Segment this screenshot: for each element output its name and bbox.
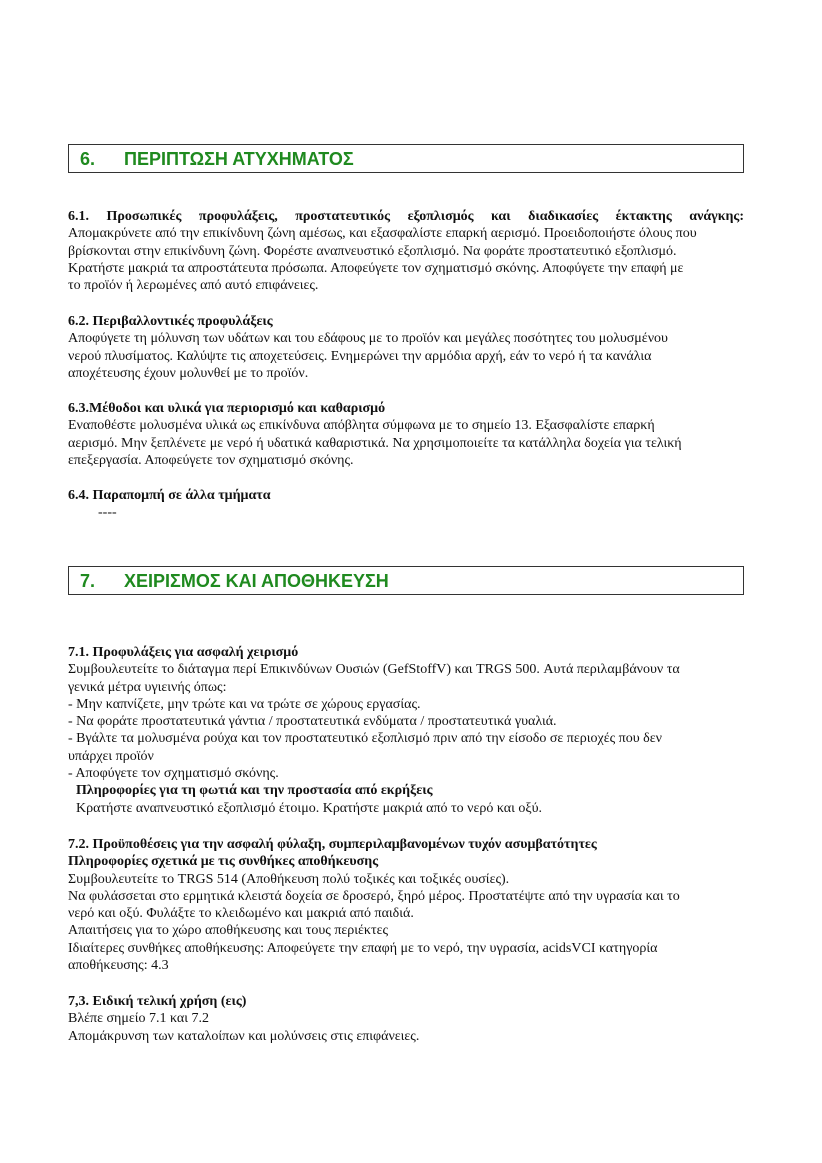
list-item: - Αποφύγετε τον σχηματισμό σκόνης. <box>68 766 279 782</box>
subsection-6-1-heading: 6.1. Προσωπικές προφυλάξεις, προστατευτικός εξοπλισμός και διαδικασίες έκτακτης ανάγκης: <box>68 209 744 224</box>
subsection-6-2-heading: 6.2. Περιβαλλοντικές προφυλάξεις <box>68 314 273 329</box>
paragraph-line: Συμβουλευτείτε το διάταγμα περί Επικινδύνων Ουσιών (GefStoffV) και TRGS 500. Αυτά περιλαμβάνουν τα <box>68 662 680 678</box>
paragraph-line: Κρατήστε αναπνευστικό εξοπλισμό έτοιμο. Κρατήστε μακριά από το νερό και οξύ. <box>76 800 543 816</box>
section-6-number: 6. <box>80 149 96 169</box>
paragraph-line: Βλέπε σημείο 7.1 και 7.2 <box>68 1011 210 1027</box>
paragraph-line: το προϊόν ή λερωμένες από αυτό επιφάνειες. <box>68 278 319 294</box>
subsection-7-2-heading: 7.2. Προϋποθέσεις για την ασφαλή φύλαξη, συμπεριλαμβανομένων τυχόν ασυμβατότητες <box>68 837 597 852</box>
subsection-6-1 <box>68 208 744 294</box>
paragraph-line: αποθήκευσης: 4.3 <box>68 958 169 974</box>
paragraph-line: γενικά μέτρα υγιεινής όπως: <box>68 679 227 695</box>
subsection-7-2 <box>68 836 744 974</box>
paragraph-line: αερισμό. Μην ξεπλένετε με νερό ή υδατικά καθαριστικά. Να χρησιμοποιείτε τα κατάλληλα δοχεία για τελική <box>68 435 682 451</box>
list-item: - Να φοράτε προστατευτικά γάντια / προστατευτικά ενδύματα / προστατευτικά γυαλιά. <box>68 714 557 730</box>
subsection-7-1-subheading: Πληροφορίες για τη φωτιά και την προστασία από εκρήξεις <box>76 783 433 799</box>
subsection-6-4 <box>68 487 744 522</box>
list-item: - Βγάλτε τα μολυσμένα ρούχα και τον προστατευτικό εξοπλισμό πριν από την είσοδο σε περιοχές που δεν <box>68 731 662 747</box>
paragraph-line: νερού πλυσίματος. Καλύψτε τις αποχετεύσεις. Ενημερώνει την αρμόδια αρχή, εάν το νερό ή τα κανάλια <box>68 348 652 364</box>
paragraph-line: Κρατήστε μακριά τα απροστάτευτα πρόσωπα. Αποφεύγετε τον σχηματισμό σκόνης. Αποφύγετε την επαφή με <box>68 260 684 276</box>
subsection-6-3 <box>68 400 744 469</box>
paragraph-line: βρίσκονται στην επικίνδυνη ζώνη. Φορέστε αναπνευστικό εξοπλισμό. Να φοράτε προστατευτικό εξοπλισμό. <box>68 243 677 259</box>
section-6-header <box>68 144 744 173</box>
subsection-7-2-heading-2: Πληροφορίες σχετικά με τις συνθήκες αποθήκευσης <box>68 854 379 870</box>
paragraph-line: Απαιτήσεις για το χώρο αποθήκευσης και τους περιέκτες <box>68 923 389 939</box>
paragraph-line: Να φυλάσσεται στο ερμητικά κλειστά δοχεία σε δροσερό, ξηρό μέρος. Προστατέψτε από την υγρασία και το <box>68 888 680 904</box>
paragraph-line: Συμβουλευτείτε το TRGS 514 (Αποθήκευση πολύ τοξικές και τοξικές ουσίες). <box>68 871 510 887</box>
subsection-7-3-heading: 7,3. Ειδική τελική χρήση (εις) <box>68 994 247 1009</box>
paragraph-line: Εναποθέστε μολυσμένα υλικά ως επικίνδυνα απόβλητα σύμφωνα με το σημείο 13. Εξασφαλίστε επαρκή <box>68 418 655 434</box>
paragraph-line: Απομάκρυνση των καταλοίπων και μολύνσεις στις επιφάνειες. <box>68 1028 420 1044</box>
subsection-7-1-heading: 7.1. Προφυλάξεις για ασφαλή χειρισμό <box>68 645 299 660</box>
paragraph-line: Αποφύγετε τη μόλυνση των υδάτων και του εδάφους με το προϊόν και μεγάλες ποσότητες του μολυσμένου <box>68 331 668 347</box>
list-item: - Μην καπνίζετε, μην τρώτε και να τρώτε σε χώρους εργασίας. <box>68 696 421 712</box>
paragraph-line: νερό και οξύ. Φυλάξτε το κλειδωμένο και μακριά από παιδιά. <box>68 906 414 922</box>
subsection-7-1 <box>68 644 744 817</box>
section-7-header <box>68 566 744 595</box>
paragraph-line: Ιδιαίτερες συνθήκες αποθήκευσης: Αποφεύγετε την επαφή με το νερό, την υγρασία, acidsVCI κατηγορία <box>68 940 658 956</box>
section-7-title: ΧΕΙΡΙΣΜΟΣ ΚΑΙ ΑΠΟΘΗΚΕΥΣΗ <box>124 571 389 591</box>
subsection-6-2 <box>68 313 744 382</box>
paragraph-line: Απομακρύνετε από την επικίνδυνη ζώνη αμέσως, και εξασφαλίστε επαρκή αερισμό. Προειδοποιήστε όλους που <box>68 226 697 242</box>
list-item: υπάρχει προϊόν <box>68 748 154 764</box>
paragraph-line: επεξεργασία. Αποφεύγετε τον σχηματισμό σκόνης. <box>68 452 354 468</box>
section-7-number: 7. <box>80 571 96 591</box>
subsection-6-4-body: ---- <box>98 505 117 521</box>
subsection-6-3-heading: 6.3.Μέθοδοι και υλικά για περιορισμό και καθαρισμό <box>68 401 386 416</box>
paragraph-line: αποχέτευσης έχουν μολυνθεί με το προϊόν. <box>68 365 309 381</box>
subsection-7-3 <box>68 993 744 1045</box>
subsection-6-4-heading: 6.4. Παραπομπή σε άλλα τμήματα <box>68 488 271 503</box>
section-6-title: ΠΕΡΙΠΤΩΣΗ ΑΤΥΧΗΜΑΤΟΣ <box>124 149 354 169</box>
